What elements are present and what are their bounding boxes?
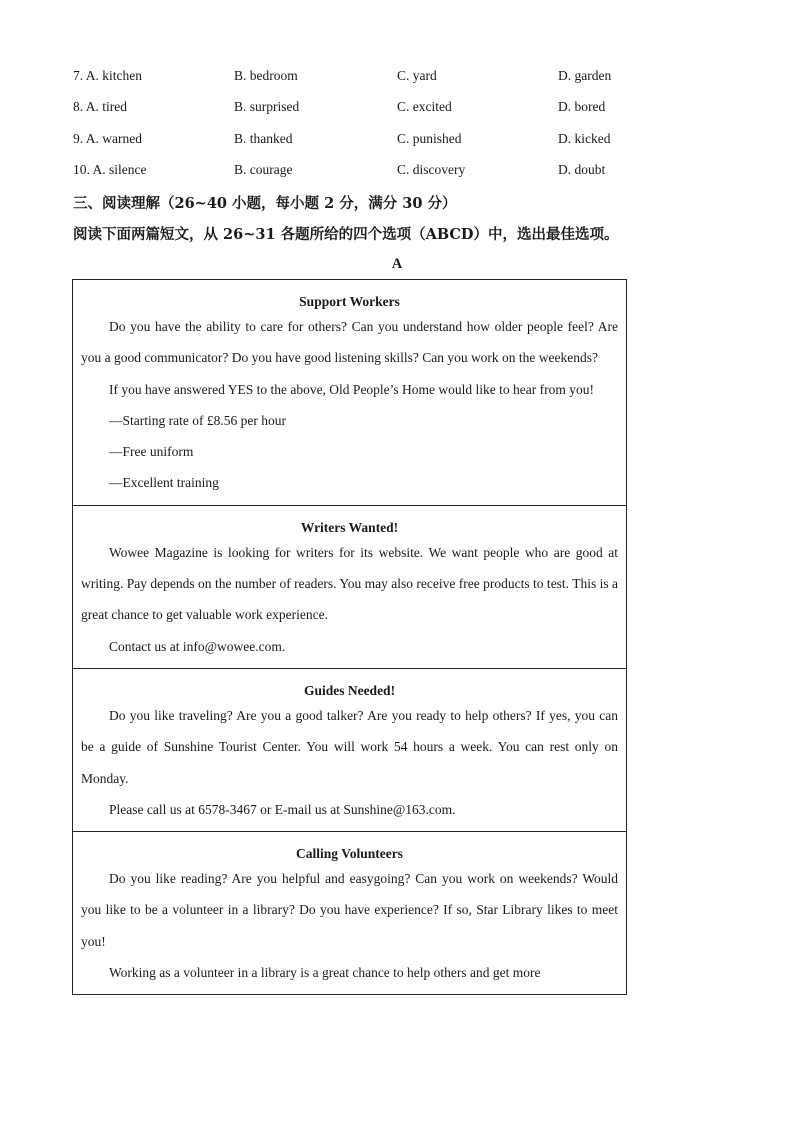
option-row [73, 68, 713, 88]
option-d: D. garden [558, 68, 612, 83]
instruction-text: 阅读下面两篇短文，从 26~31 各题所给的四个选项（ABCD）中，选出最佳选项。 [73, 226, 619, 243]
ad-writers-wanted [73, 505, 626, 668]
ad-guides-needed [73, 668, 626, 831]
ad-title: Guides Needed! [303, 682, 396, 698]
ad-title: Calling Volunteers [296, 846, 403, 862]
option-a: 7. A. kitchen [73, 68, 142, 83]
ad-paragraph: Please call us at 6578-3467 or E-mail us at Sunshine@163.com. [109, 801, 456, 817]
ad-paragraph: Do you like traveling? Are you a good talker? Are you ready to help others? If yes, you can be a guide of Sunshine Tourist Center. You will work 54 hours a week. You can rest only on Monday. [81, 707, 618, 786]
option-b: B. surprised [234, 99, 300, 114]
ads-table [72, 279, 627, 995]
option-c: C. punished [397, 131, 462, 146]
ad-calling-volunteers [73, 831, 626, 994]
option-a: 9. A. warned [73, 131, 142, 146]
ad-paragraph: Do you like reading? Are you helpful and easygoing? Can you work on weekends? Would you like to be a volunteer in a library? Do you have experience? If so, Star Library likes to meet you! [81, 871, 618, 949]
option-c: C. excited [397, 99, 452, 114]
passage-label: A [391, 256, 403, 272]
ad-paragraph: Contact us at info@wowee.com. [109, 638, 286, 654]
option-d: D. kicked [558, 131, 611, 146]
benefit-item: —Excellent training [109, 475, 219, 491]
ad-support-workers [73, 280, 626, 505]
ad-title: Support Workers [299, 294, 400, 309]
ad-paragraph: Working as a volunteer in a library is a great chance to help others and get more [109, 965, 541, 981]
ad-paragraph: Wowee Magazine is looking for writers for its website. We want people who are good at writing. Pay depends on the number of readers. You may also receive free products to test. This is a great chance to get valuable work experience. [81, 544, 618, 623]
option-a: 8. A. tired [73, 99, 127, 114]
option-row [73, 162, 713, 182]
option-row [73, 99, 713, 119]
option-b: B. courage [234, 162, 293, 177]
benefit-item: —Free uniform [109, 444, 194, 460]
ad-paragraph: Do you have the ability to care for others? Can you understand how older people feel? Are you a good communicator? Do you have good listening skills? Can you work on the weekends? [81, 319, 618, 366]
option-c: C. yard [397, 68, 437, 83]
section-heading: 三、阅读理解（26~40 小题，每小题 2 分，满分 30 分） [73, 195, 457, 212]
ad-title: Writers Wanted! [300, 519, 399, 535]
option-b: B. bedroom [234, 68, 298, 83]
option-d: D. doubt [558, 162, 606, 177]
benefit-item: —Starting rate of £8.56 per hour [109, 412, 286, 428]
option-c: C. discovery [397, 162, 466, 177]
option-row [73, 131, 713, 151]
option-a: 10. A. silence [73, 162, 147, 177]
ad-paragraph: If you have answered YES to the above, Old People’s Home would like to hear from you! [109, 381, 595, 397]
option-d: D. bored [558, 99, 606, 114]
option-b: B. thanked [234, 131, 293, 146]
